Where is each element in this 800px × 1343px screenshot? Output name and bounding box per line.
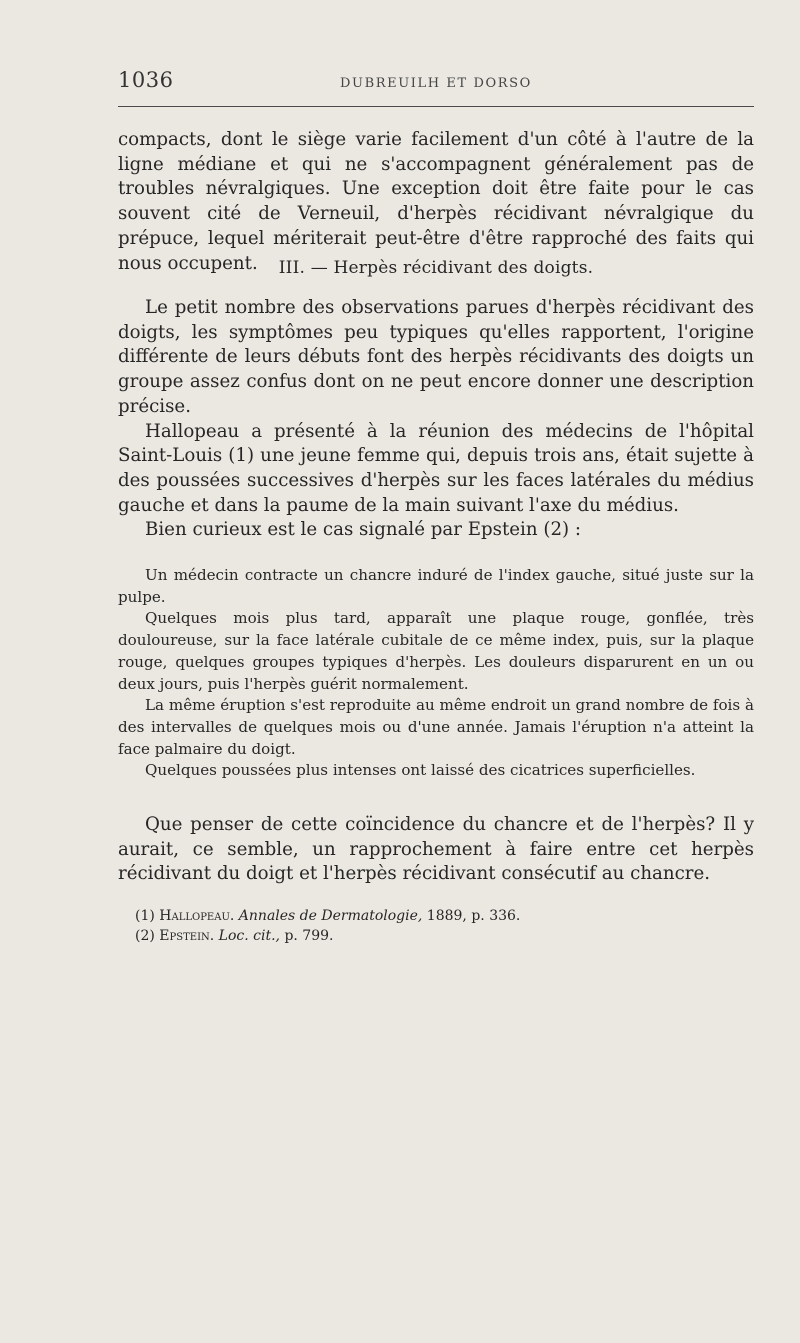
footnote-1-reference: 1889, p. 336. [426,908,521,924]
observation-paragraph: Quelques poussées plus intenses ont laissé des cicatrices superficielles. [145,761,696,780]
observation-block [118,565,754,782]
intro-paragraph: compacts, dont le siège varie facilement d'un côté à l'autre de la ligne médiane et qui ne s'accompagnent généralement pas de troubles névralgiques. Une exception doit être faite pour le cas souvent cité de Verneuil, d'herpès récidivant névralgique du prépuce, lequel mériterait peut-être d'être rapproché des faits qui nous occupent. [118,129,754,274]
observation-paragraph: Un médecin contracte un chancre induré de l'index gauche, situé juste sur la pulpe. [118,566,754,606]
paragraph-observations: Le petit nombre des observations parues d'herpès récidivant des doigts, les symptômes peu typiques qu'elles rapportent, l'origine différente de leurs débuts font des herpès récidivants des doigts un groupe assez confus dont on ne peut encore donner une description précise. [118,297,754,417]
section-heading-block [118,258,754,278]
conclusion-paragraph: Que penser de cette coïncidence du chancre et de l'herpès? Il y aurait, ce semble, un rapprochement à faire entre cet herpès récidivant du doigt et l'herpès récidivant consécutif au chancre. [118,814,754,885]
paragraph-hallopeau: Hallopeau a présenté à la réunion des médecins de l'hôpital Saint-Louis (1) une jeune femme qui, depuis trois ans, était sujette à des poussées successives d'herpès sur les faces latérales du médius gauche et dans la paume de la main suivant l'axe du médius. [118,420,754,516]
footnote-2-marker: (2) [135,928,155,944]
footnote-2-source: Loc. cit., [218,928,280,944]
footnote-1 [118,906,754,926]
header-rule [118,106,754,107]
paragraph-epstein: Bien curieux est le cas signalé par Epstein (2) : [145,519,582,541]
observation-paragraph: Quelques mois plus tard, apparaît une plaque rouge, gonflée, très douloureuse, sur la face latérale cubitale de ce même index, puis, sur la plaque rouge, quelques groupes typiques d'herpès. Les douleurs disparurent en un ou deux jours, puis l'herpès guérit normalement. [118,609,754,693]
footnotes [118,906,754,946]
conclusion-block [118,813,754,887]
intro-block [118,128,754,276]
footnote-1-author: Hallopeau. [159,908,235,924]
page-number: 1036 [118,68,174,92]
footnote-2 [118,926,754,946]
footnote-1-source: Annales de Dermatologie, [238,908,423,924]
observation-paragraph: La même éruption s'est reproduite au même endroit un grand nombre de fois à des intervalles de quelques mois ou d'une année. Jamais l'éruption n'a atteint la face palmaire du doigt. [118,696,754,758]
footnote-2-author: Epstein. [159,928,215,944]
running-title: DUBREUILH ET DORSO [340,76,532,91]
page-header [118,66,754,106]
footnote-2-reference: p. 799. [284,928,334,944]
main-text-block [118,296,754,543]
footnote-1-marker: (1) [135,908,155,924]
section-heading: III. — Herpès récidivant des doigts. [278,258,594,278]
